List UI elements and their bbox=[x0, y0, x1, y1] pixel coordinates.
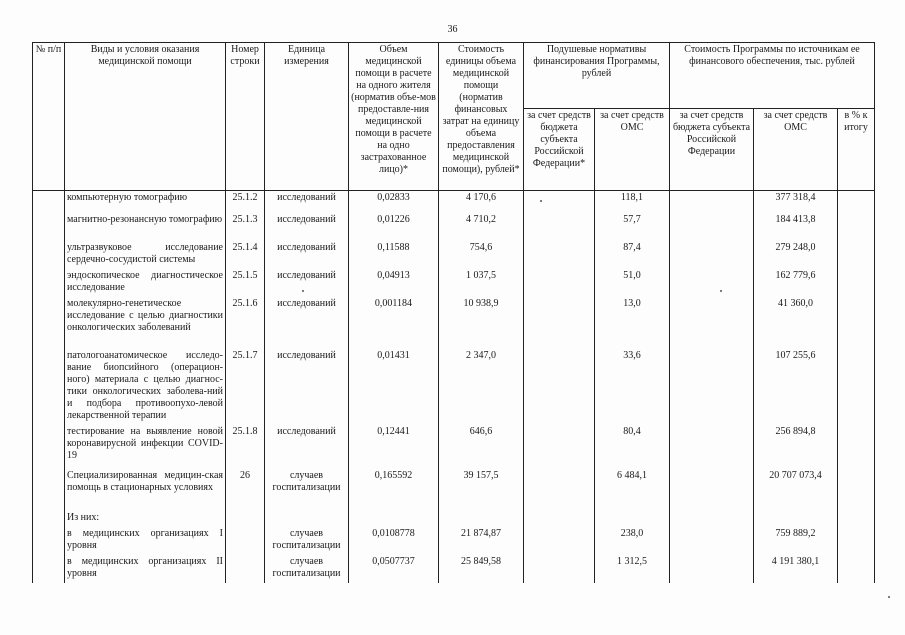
cell-cost-oms: 41 360,0 bbox=[754, 297, 838, 349]
cell-name: ультразвуковое исследование сердечно-сосудистой системы bbox=[65, 241, 226, 269]
cell-cost-oms: 162 779,6 bbox=[754, 269, 838, 297]
cell-norm-oms: 33,6 bbox=[595, 349, 670, 425]
cell-percent bbox=[838, 213, 875, 241]
cell-unit: исследований bbox=[265, 425, 349, 469]
cell-percent bbox=[838, 555, 875, 583]
cell-norm-oms bbox=[595, 511, 670, 527]
cell-name: тестирование на выявление новой коронавирусной инфекции COVID-19 bbox=[65, 425, 226, 469]
cell-num bbox=[33, 213, 65, 241]
table-body bbox=[33, 191, 875, 583]
cell-percent bbox=[838, 349, 875, 425]
cell-cost-budget bbox=[670, 469, 754, 511]
cell-cost-oms: 184 413,8 bbox=[754, 213, 838, 241]
header-num: № п/п bbox=[33, 43, 65, 191]
cell-row-number: 25.1.7 bbox=[226, 349, 265, 425]
table-row bbox=[33, 213, 875, 241]
scan-speck bbox=[540, 200, 542, 202]
cell-row-number: 25.1.5 bbox=[226, 269, 265, 297]
cell-unit-cost bbox=[439, 511, 524, 527]
cell-percent bbox=[838, 191, 875, 213]
table-row bbox=[33, 349, 875, 425]
page-number: 36 bbox=[447, 24, 458, 35]
cell-unit: случаев госпитализации bbox=[265, 555, 349, 583]
header-cost-oms: за счет средств ОМС bbox=[754, 109, 838, 191]
cell-name: молекулярно-генетическое исследование с целью диагностики онкологических заболеваний bbox=[65, 297, 226, 349]
cell-unit-cost: 4 170,6 bbox=[439, 191, 524, 213]
cell-cost-oms: 20 707 073,4 bbox=[754, 469, 838, 511]
cell-percent bbox=[838, 425, 875, 469]
cell-norm-budget bbox=[524, 213, 595, 241]
cell-row-number: 25.1.4 bbox=[226, 241, 265, 269]
cell-name: патологоанатомическое исследо-вание биопсийного (операцион-ного) материала с целью диагнос-тики онкологических заболева-ний и подбора противоопухо-левой лекарственной терапии bbox=[65, 349, 226, 425]
cell-norm-budget bbox=[524, 527, 595, 555]
cell-cost-budget bbox=[670, 269, 754, 297]
cell-norm-budget bbox=[524, 297, 595, 349]
cell-cost-oms: 279 248,0 bbox=[754, 241, 838, 269]
cell-name: в медицинских организациях II уровня bbox=[65, 555, 226, 583]
scan-speck bbox=[888, 596, 890, 598]
cell-volume: 0,165592 bbox=[349, 469, 439, 511]
cell-row-number bbox=[226, 555, 265, 583]
cell-cost-oms: 4 191 380,1 bbox=[754, 555, 838, 583]
cell-name: компьютерную томографию bbox=[65, 191, 226, 213]
cell-row-number: 26 bbox=[226, 469, 265, 511]
cell-norm-budget bbox=[524, 425, 595, 469]
header-per-capita-norms: Подушевые нормативы финансирования Программы, рублей bbox=[524, 43, 670, 109]
cell-norm-oms: 6 484,1 bbox=[595, 469, 670, 511]
cell-cost-budget bbox=[670, 191, 754, 213]
cell-num bbox=[33, 297, 65, 349]
header-norms-oms: за счет средств ОМС bbox=[595, 109, 670, 191]
cell-num bbox=[33, 191, 65, 213]
table-row bbox=[33, 511, 875, 527]
cell-norm-oms: 118,1 bbox=[595, 191, 670, 213]
cell-unit-cost: 754,6 bbox=[439, 241, 524, 269]
cell-unit: исследований bbox=[265, 191, 349, 213]
cell-norm-oms: 80,4 bbox=[595, 425, 670, 469]
cell-cost-budget bbox=[670, 241, 754, 269]
cell-unit: исследований bbox=[265, 269, 349, 297]
cell-num bbox=[33, 555, 65, 583]
cell-cost-budget bbox=[670, 555, 754, 583]
header-row-number: Номер строки bbox=[226, 43, 265, 191]
header-unit-cost: Стоимость единицы объема медицинской помощи (норматив финансовых затрат на единицу объема предоставления медицинской помощи), рублей* bbox=[439, 43, 524, 191]
cell-unit: исследований bbox=[265, 241, 349, 269]
cell-unit-cost: 10 938,9 bbox=[439, 297, 524, 349]
cell-num bbox=[33, 425, 65, 469]
cell-name: Из них: bbox=[65, 511, 226, 527]
cell-row-number: 25.1.6 bbox=[226, 297, 265, 349]
cell-norm-oms: 238,0 bbox=[595, 527, 670, 555]
header-norms-budget: за счет средств бюджета субъекта Российской Федерации* bbox=[524, 109, 595, 191]
cell-percent bbox=[838, 297, 875, 349]
cell-num bbox=[33, 241, 65, 269]
cell-norm-oms: 51,0 bbox=[595, 269, 670, 297]
cell-percent bbox=[838, 511, 875, 527]
cell-cost-oms: 377 318,4 bbox=[754, 191, 838, 213]
table-header bbox=[33, 43, 875, 191]
cell-unit: случаев госпитализации bbox=[265, 527, 349, 555]
cell-norm-budget bbox=[524, 349, 595, 425]
cell-unit-cost: 25 849,58 bbox=[439, 555, 524, 583]
cell-norm-budget bbox=[524, 555, 595, 583]
scan-speck bbox=[302, 290, 304, 292]
cell-volume bbox=[349, 511, 439, 527]
cell-cost-oms: 759 889,2 bbox=[754, 527, 838, 555]
cell-percent bbox=[838, 269, 875, 297]
cell-volume: 0,12441 bbox=[349, 425, 439, 469]
cell-volume: 0,0108778 bbox=[349, 527, 439, 555]
cell-norm-oms: 1 312,5 bbox=[595, 555, 670, 583]
cell-norm-budget bbox=[524, 511, 595, 527]
cell-volume: 0,001184 bbox=[349, 297, 439, 349]
cell-name: магнитно-резонансную томографию bbox=[65, 213, 226, 241]
cell-cost-budget bbox=[670, 297, 754, 349]
cell-volume: 0,04913 bbox=[349, 269, 439, 297]
cell-cost-oms: 107 255,6 bbox=[754, 349, 838, 425]
header-cost-budget: за счет средств бюджета субъекта Российской Федерации bbox=[670, 109, 754, 191]
cell-unit-cost: 646,6 bbox=[439, 425, 524, 469]
cell-cost-oms bbox=[754, 511, 838, 527]
cell-unit-cost: 4 710,2 bbox=[439, 213, 524, 241]
cell-percent bbox=[838, 241, 875, 269]
cell-volume: 0,02833 bbox=[349, 191, 439, 213]
cell-percent bbox=[838, 527, 875, 555]
header-program-cost: Стоимость Программы по источникам ее финансового обеспечения, тыс. рублей bbox=[670, 43, 875, 109]
cell-row-number bbox=[226, 511, 265, 527]
table-row bbox=[33, 297, 875, 349]
table-row bbox=[33, 527, 875, 555]
header-cost-percent: в % к итогу bbox=[838, 109, 875, 191]
table-row bbox=[33, 555, 875, 583]
medical-care-table bbox=[32, 42, 875, 583]
cell-unit-cost: 1 037,5 bbox=[439, 269, 524, 297]
table-row bbox=[33, 469, 875, 511]
cell-cost-budget bbox=[670, 511, 754, 527]
cell-num bbox=[33, 527, 65, 555]
cell-norm-budget bbox=[524, 191, 595, 213]
cell-num bbox=[33, 349, 65, 425]
table-row bbox=[33, 191, 875, 213]
cell-num bbox=[33, 269, 65, 297]
cell-norm-budget bbox=[524, 269, 595, 297]
cell-row-number: 25.1.8 bbox=[226, 425, 265, 469]
cell-name: эндоскопическое диагностическое исследование bbox=[65, 269, 226, 297]
cell-volume: 0,01226 bbox=[349, 213, 439, 241]
header-types: Виды и условия оказания медицинской помощи bbox=[65, 43, 226, 191]
table-row bbox=[33, 241, 875, 269]
header-volume: Объем медицинской помощи в расчете на одного жителя (норматив объе-мов предоставле-ния медицинской помощи в расчете на одно застрахованное лицо)* bbox=[349, 43, 439, 191]
cell-unit-cost: 2 347,0 bbox=[439, 349, 524, 425]
cell-unit: исследований bbox=[265, 297, 349, 349]
cell-volume: 0,0507737 bbox=[349, 555, 439, 583]
cell-norm-oms: 57,7 bbox=[595, 213, 670, 241]
cell-row-number: 25.1.3 bbox=[226, 213, 265, 241]
cell-name: в медицинских организациях I уровня bbox=[65, 527, 226, 555]
cell-num bbox=[33, 469, 65, 511]
cell-num bbox=[33, 511, 65, 527]
cell-percent bbox=[838, 469, 875, 511]
cell-norm-oms: 87,4 bbox=[595, 241, 670, 269]
cell-unit: случаев госпитализации bbox=[265, 469, 349, 511]
cell-cost-oms: 256 894,8 bbox=[754, 425, 838, 469]
scan-speck bbox=[720, 290, 722, 292]
cell-unit-cost: 39 157,5 bbox=[439, 469, 524, 511]
header-unit: Единица измерения bbox=[265, 43, 349, 191]
cell-volume: 0,11588 bbox=[349, 241, 439, 269]
cell-cost-budget bbox=[670, 213, 754, 241]
cell-name: Специализированная медицин-ская помощь в стационарных условиях bbox=[65, 469, 226, 511]
cell-unit bbox=[265, 511, 349, 527]
cell-unit-cost: 21 874,87 bbox=[439, 527, 524, 555]
cell-norm-oms: 13,0 bbox=[595, 297, 670, 349]
table-row bbox=[33, 425, 875, 469]
cell-volume: 0,01431 bbox=[349, 349, 439, 425]
cell-cost-budget bbox=[670, 349, 754, 425]
table-row bbox=[33, 269, 875, 297]
cell-unit: исследований bbox=[265, 213, 349, 241]
cell-norm-budget bbox=[524, 241, 595, 269]
cell-cost-budget bbox=[670, 425, 754, 469]
cell-cost-budget bbox=[670, 527, 754, 555]
cell-row-number bbox=[226, 527, 265, 555]
cell-unit: исследований bbox=[265, 349, 349, 425]
cell-row-number: 25.1.2 bbox=[226, 191, 265, 213]
cell-norm-budget bbox=[524, 469, 595, 511]
